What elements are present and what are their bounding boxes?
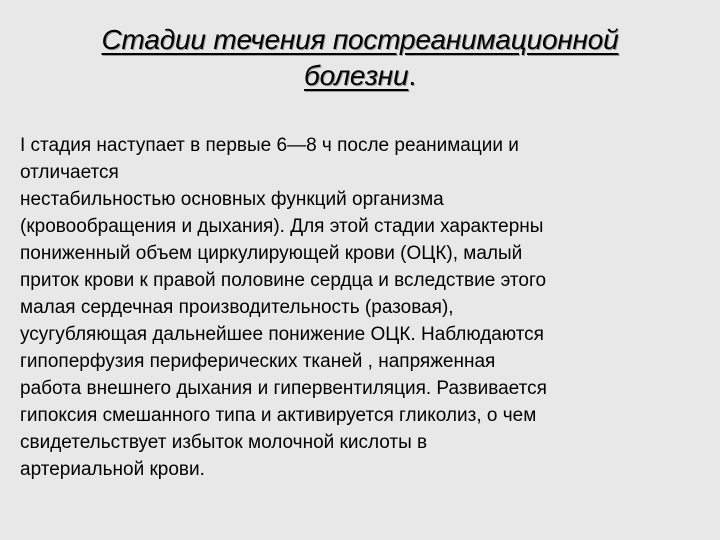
- body-text: [20, 132, 690, 483]
- body-line-13: артериальной крови.: [20, 459, 205, 480]
- body-line-11: гипоксия смешанного типа и активируется гликолиз, о чем: [20, 405, 537, 426]
- body-line-8: усугубляющая дальнейшее понижение ОЦК. Наблюдаются: [20, 324, 544, 345]
- body-line-5: пониженный объем циркулирующей крови (ОЦК), малый: [20, 243, 523, 264]
- body-line-1: I стадия наступает в первые 6—8 ч после реанимации и: [20, 135, 519, 156]
- body-line-2: отличается: [20, 162, 119, 183]
- slide-title: [32, 22, 688, 94]
- body-line-4: (кровообращения и дыхания). Для этой стадии характерны: [20, 216, 544, 237]
- body-line-9: гипоперфузия периферических тканей , напряженная: [20, 351, 496, 372]
- body-line-3: нестабильностью основных функций организма: [20, 189, 444, 210]
- body-line-10: работа внешнего дыхания и гипервентиляция. Развивается: [20, 378, 547, 399]
- slide-title-line-2: болезни: [304, 59, 409, 91]
- slide-title-line-1: Стадии течения постреанимационной: [101, 24, 619, 55]
- body-line-7: малая сердечная производительность (разовая),: [20, 297, 454, 318]
- body-line-12: свидетельствует избыток молочной кислоты в: [20, 432, 428, 453]
- slide-title-period: .: [408, 59, 416, 91]
- body-line-6: приток крови к правой половине сердца и вследствие этого: [20, 270, 547, 291]
